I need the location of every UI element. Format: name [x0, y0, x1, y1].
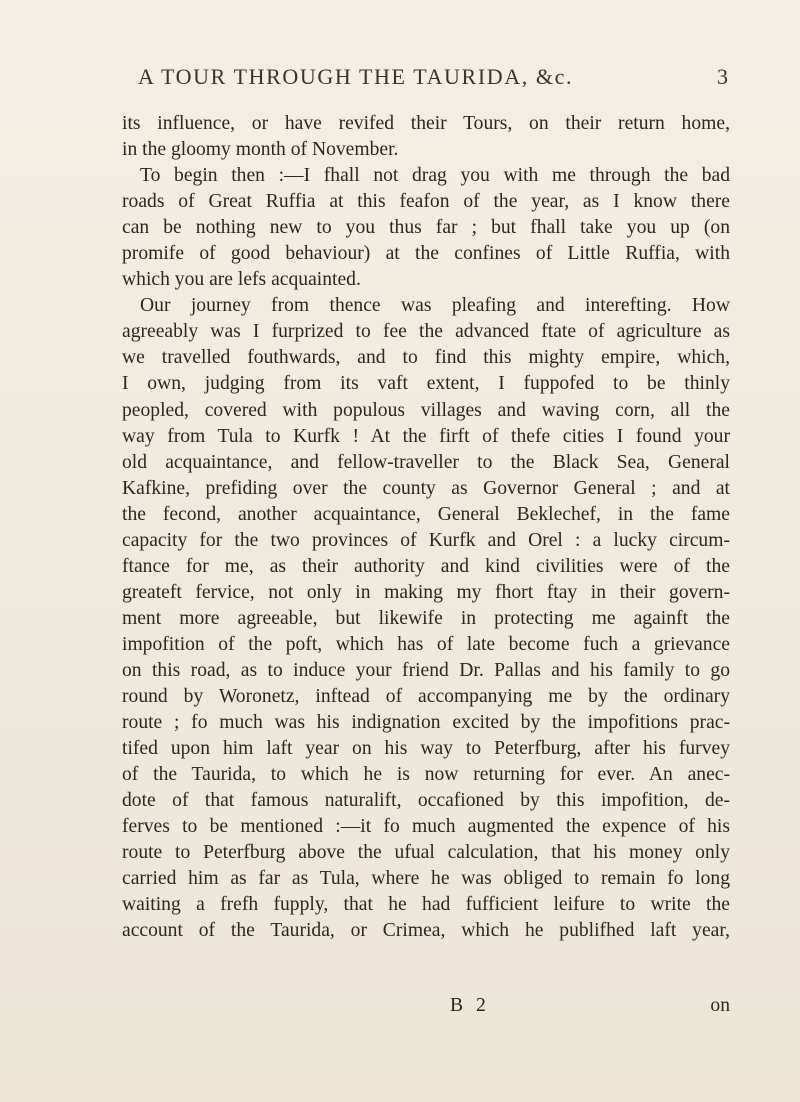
- text-line: way from Tula to Kurfk ! At the firft of thefe cities I found your: [122, 425, 730, 447]
- text-line: carried him as far as Tula, where he was obliged to remain fo long: [122, 868, 730, 890]
- text-line: the fecond, another acquaintance, General Beklechef, in the fame: [122, 503, 730, 525]
- text-line: peopled, covered with populous villages and waving corn, all the: [122, 399, 730, 421]
- page-number: 3: [717, 64, 728, 89]
- text-line: ftance for me, as their authority and kind civilities were of the: [122, 555, 730, 577]
- text-line: To begin then :—I fhall not drag you with me through the bad: [140, 165, 730, 187]
- running-head: [138, 64, 728, 94]
- text-line: on this road, as to induce your friend Dr. Pallas and his family to go: [122, 659, 730, 681]
- text-line: old acquaintance, and fellow-traveller to the Black Sea, General: [122, 451, 730, 473]
- text-line: which you are lefs acquainted.: [122, 269, 361, 291]
- running-title: A TOUR THROUGH THE TAURIDA, &c.: [138, 64, 574, 89]
- text-line: we travelled fouthwards, and to find this mighty empire, which,: [122, 347, 730, 369]
- text-line: in the gloomy month of November.: [122, 139, 399, 161]
- text-line: ferves to be mentioned :—it fo much augmented the expence of his: [122, 816, 730, 838]
- text-line: its influence, or have revifed their Tours, on their return home,: [122, 113, 730, 134]
- body-text: [122, 111, 730, 945]
- text-line: waiting a frefh fupply, that he had fufficient leifure to write the: [122, 894, 730, 916]
- text-line: Our journey from thence was pleafing and interefting. How: [140, 295, 730, 317]
- signature-mark: B 2: [450, 995, 490, 1016]
- catchword: on: [710, 995, 730, 1016]
- text-line: can be nothing new to you thus far ; but fhall take you up (on: [122, 217, 730, 239]
- text-line: round by Woronetz, inftead of accompanying me by the ordinary: [122, 686, 730, 708]
- text-line: tifed upon him laft year on his way to Peterfburg, after his furvey: [122, 738, 730, 760]
- text-line: greateft fervice, not only in making my fhort ftay in their govern-: [122, 581, 730, 603]
- text-line: promife of good behaviour) at the confines of Little Ruffia, with: [122, 243, 730, 265]
- text-line: capacity for the two provinces of Kurfk and Orel : a lucky circum-: [122, 529, 730, 551]
- text-line: route ; fo much was his indignation excited by the impofitions prac-: [122, 712, 730, 734]
- text-line: route to Peterfburg above the ufual calculation, that his money only: [122, 842, 730, 864]
- text-line: Kafkine, prefiding over the county as Governor General ; and at: [122, 477, 730, 499]
- text-line: of the Taurida, to which he is now returning for ever. An anec-: [122, 764, 730, 786]
- text-line: agreeably was I furprized to fee the advanced ftate of agriculture as: [122, 321, 730, 343]
- text-line: roads of Great Ruffia at this feafon of the year, as I know there: [122, 191, 730, 213]
- page-footer: [122, 995, 730, 1023]
- text-line: I own, judging from its vaft extent, I fuppofed to be thinly: [122, 373, 730, 395]
- text-line: dote of that famous naturalift, occafioned by this impofition, de-: [122, 790, 730, 812]
- text-line: ment more agreeable, but likewife in protecting me againft the: [122, 607, 730, 629]
- text-line: account of the Taurida, or Crimea, which he publifhed laft year,: [122, 920, 730, 942]
- text-line: impofition of the poft, which has of late become fuch a grievance: [122, 633, 730, 655]
